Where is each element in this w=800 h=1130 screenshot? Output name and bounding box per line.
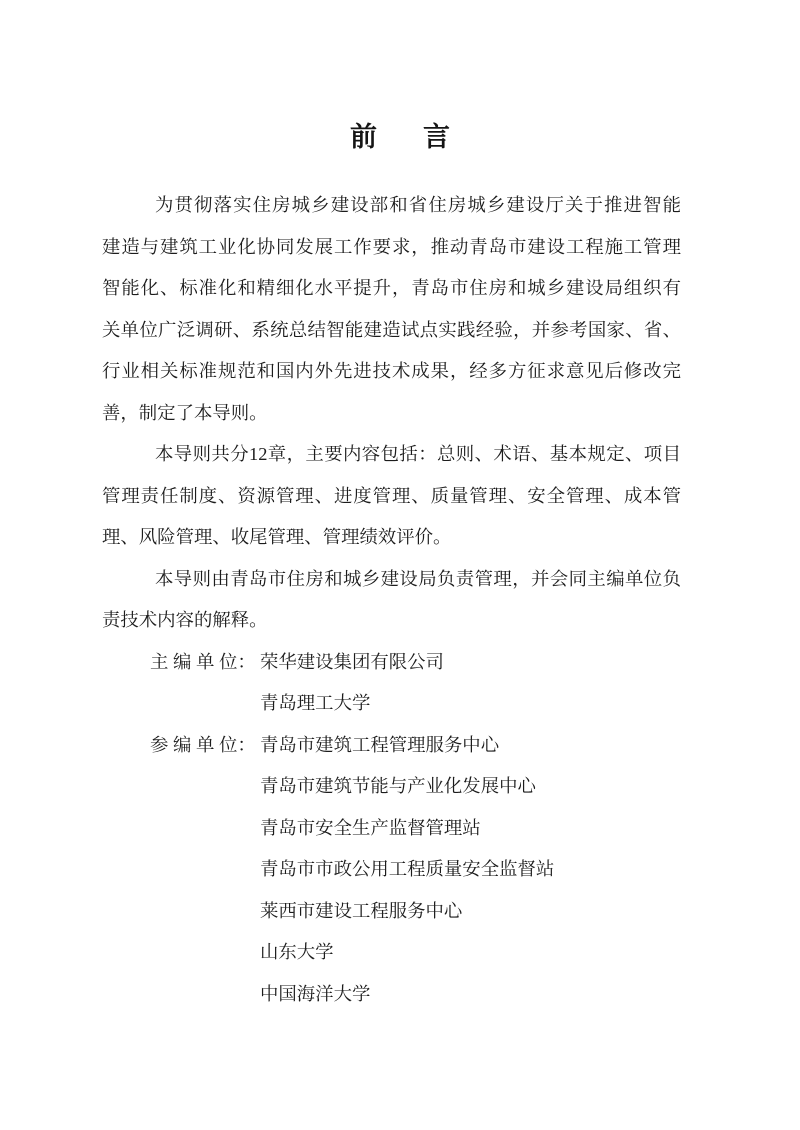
paragraph-line: 善，制定了本导则。 bbox=[102, 402, 268, 423]
title-char-first: 前 bbox=[350, 122, 377, 152]
paragraph bbox=[102, 185, 681, 434]
paragraph-line: 责技术内容的解释。 bbox=[102, 610, 268, 630]
paragraphs bbox=[102, 185, 681, 642]
editor-units bbox=[260, 725, 681, 1016]
editor-row bbox=[102, 725, 681, 1016]
paragraph-line: 本导则由青岛市住房和城乡建设局负责管理，并会同主编单位负 bbox=[155, 568, 681, 589]
editor-unit: 青岛市建筑工程管理服务中心 bbox=[260, 734, 500, 755]
paragraph-line: 关单位广泛调研、系统总结智能建造试点实践经验，并参考国家、省、 bbox=[102, 319, 681, 340]
editor-unit: 青岛理工大学 bbox=[260, 693, 371, 713]
editor-unit: 山东大学 bbox=[260, 942, 334, 962]
paragraph-line: 为贯彻落实住房城乡建设部和省住房城乡建设厅关于推进智能 bbox=[155, 195, 681, 215]
paragraph bbox=[102, 434, 681, 559]
page-title bbox=[0, 120, 800, 154]
editor-unit: 青岛市市政公用工程质量安全监督站 bbox=[260, 859, 555, 879]
editor-unit: 莱西市建设工程服务中心 bbox=[260, 900, 463, 921]
editor-unit: 荣华建设集团有限公司 bbox=[260, 651, 444, 672]
editor-unit: 青岛市安全生产监督管理站 bbox=[260, 817, 481, 838]
paragraph-line: 行业相关标准规范和国内外先进技术成果，经多方征求意见后修改完 bbox=[102, 361, 681, 381]
paragraph bbox=[102, 559, 681, 642]
preface-body bbox=[102, 185, 681, 1015]
editor-unit: 中国海洋大学 bbox=[260, 983, 371, 1004]
editor-unit: 青岛市建筑节能与产业化发展中心 bbox=[260, 776, 536, 796]
paragraph-line: 管理责任制度、资源管理、进度管理、质量管理、安全管理、成本管 bbox=[102, 485, 681, 506]
paragraph-line: 智能化、标准化和精细化水平提升，青岛市住房和城乡建设局组织有 bbox=[102, 278, 681, 298]
editor-role-label: 参 编 单 位： bbox=[150, 734, 256, 755]
editors-section bbox=[102, 642, 681, 1016]
title-char-second: 言 bbox=[423, 122, 450, 152]
editor-row bbox=[102, 642, 681, 725]
paragraph-line: 建造与建筑工业化协同发展工作要求，推动青岛市建设工程施工管理 bbox=[102, 236, 681, 257]
paragraph-line: 理、风险管理、收尾管理、管理绩效评价。 bbox=[102, 527, 452, 547]
editor-role-label: 主 编 单 位： bbox=[150, 651, 256, 672]
paragraph-line: 本导则共分12章，主要内容包括：总则、术语、基本规定、项目 bbox=[155, 444, 681, 464]
editor-units bbox=[260, 642, 681, 725]
